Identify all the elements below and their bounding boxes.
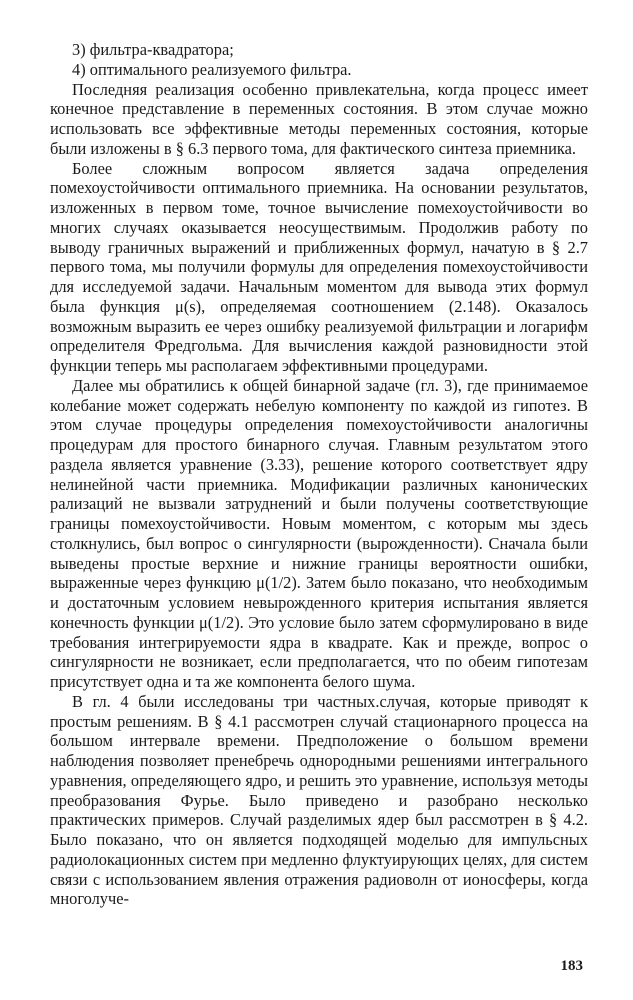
paragraph-1: Последняя реализация особенно привлекательна, когда процесс имеет конечное представление в переменных состояния. В этом случае можно использовать все эффективные методы переменных состояния, которые были изложены в § 6.3 первого тома, для фактического синтеза приемника. bbox=[50, 79, 588, 158]
paragraph-3: Далее мы обратились к общей бинарной задаче (гл. 3), где принимаемое колебание может содержать небелую компоненту по каждой из гипотез. В этом случае процедуры определения помехоустойчивости аналогичны процедурам для простого бинарного случая. Главным результатом этого раздела является уравнение (3.33), решение которого соответствует ядру нелинейной части приемника. Модификации различных канонических рализаций не вызвали затруднений и были получены соответствующие границы помехоустойчивости. Новым моментом, с которым мы здесь столкнулись, был вопрос о сингулярности (вырожденности). Сначала были выведены простые верхние и нижние границы вероятности ошибки, выраженные через функцию μ(1/2). Затем было показано, что необходимым и достаточным условием невырожденного критерия испытания является конечность функции μ(1/2). Это условие было затем сформулировано в виде требования интегрируемости ядра в квадрате. Как и прежде, вопрос о сингулярности не возникает, если предполагается, что по обеим гипотезам присутствует одна и та же компонента белого шума. bbox=[50, 375, 588, 691]
list-item-4: 4) оптимального реализуемого фильтра. bbox=[72, 59, 352, 79]
page-number: 183 bbox=[560, 958, 583, 974]
list-item-3: 3) фильтра-квадратора; bbox=[72, 40, 234, 59]
paragraph-4: В гл. 4 были исследованы три частных.случая, которые приводят к простым решениям. В § 4.1 рассмотрен случай стационарного процесса на большом интервале времени. Предположение о большом времени наблюдения позволяет пренебречь однородными решениями интегрального уравнения, определяющего ядро, и решить это уравнение, используя методы преобразования Фурье. Было приведено и разобрано несколько практических примеров. Случай разделимых ядер был рассмотрен в § 4.2. Было показано, что он является подходящей моделью для импульсных радиолокационных систем при медленно флуктуирующих целях, для систем связи с использованием явления отражения радиоволн от ионосферы, когда многолуче- bbox=[50, 691, 588, 909]
page-body bbox=[50, 40, 588, 909]
paragraph-2: Более сложным вопросом является задача определения помехоустойчивости оптимального приемника. На основании результатов, изложенных в первом томе, точное вычисление помехоустойчивости во многих случаях оказывается неосуществимым. Продолжив работу по выводу граничных выражений и приближенных формул, начатую в § 2.7 первого тома, мы получили формулы для определения помехоустойчивости для исследуемой задачи. Начальным моментом для вывода этих формул была функция μ(s), определяемая соотношением (2.148). Оказалось возможным выразить ее через ошибку реализуемой фильтрации и логарифм определителя Фредгольма. Для вычисления каждой разновидности этой функции теперь мы располагаем эффективными процедурами. bbox=[50, 158, 588, 375]
